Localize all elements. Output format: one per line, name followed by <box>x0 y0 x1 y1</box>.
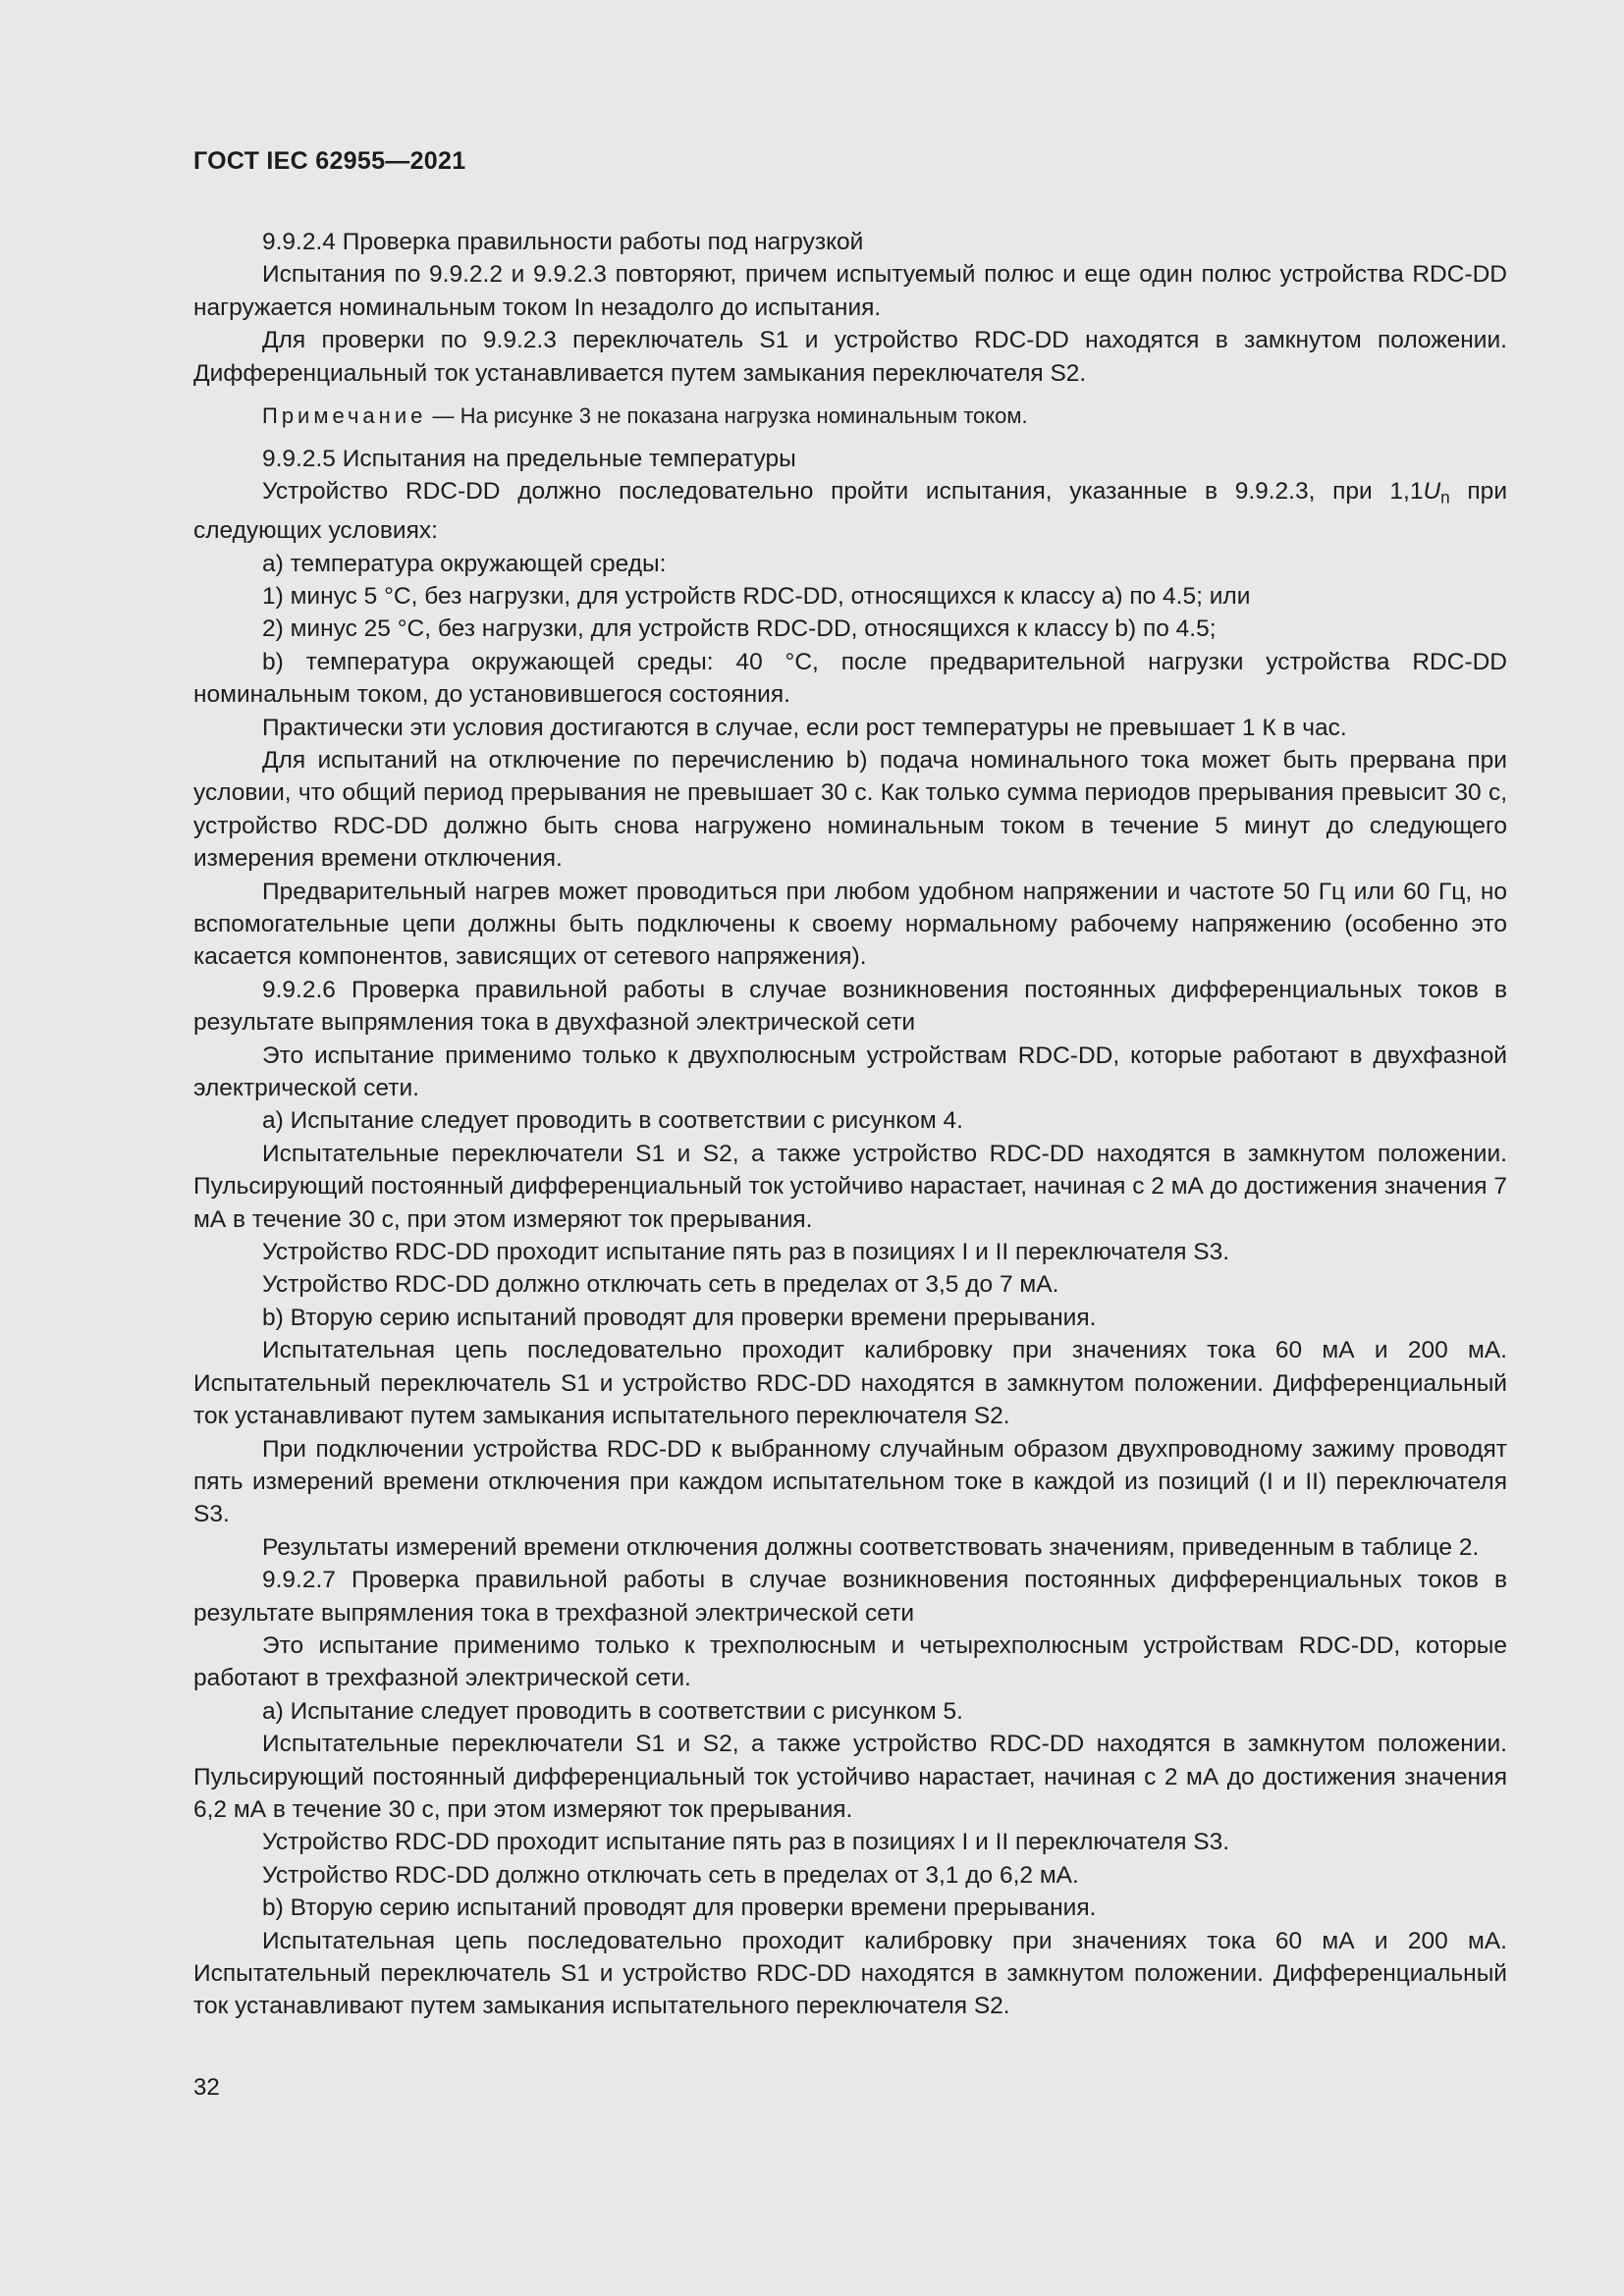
paragraph: Для испытаний на отключение по перечислению b) подача номинального тока может быть прервана при условии, что общий период прерывания не превышает 30 с. Как только сумма периодов прерывания превысит 30 с, устройство RDC-DD должно быть снова нагружено номинальным током в течение 5 минут до следующего измерения времени отключения. <box>193 746 1507 873</box>
paragraph: Устройство RDC-DD должно последовательно пройти испытания, указанные в 9.9.2.3, при $1,1U_n$ при следующих условиях: <box>193 478 1507 545</box>
list-item: a) Испытание следует проводить в соответствии с рисунком 5. <box>262 1697 963 1725</box>
note-label: Примечание <box>262 403 427 429</box>
document-header: ГОСТ IEC 62955—2021 <box>193 147 466 175</box>
paragraph: При подключении устройства RDC-DD к выбранному случайным образом двухпроводному зажиму проводят пять измерений времени отключения при каждом испытательном токе в каждой из позиций (I и II) переключателя S3. <box>193 1435 1507 1528</box>
paragraph: Для проверки по 9.9.2.3 переключатель S1 и устройство RDC-DD находятся в замкнутом положении. Дифференциальный ток устанавливается путем замыкания переключателя S2. <box>193 327 1507 387</box>
section-heading-9-9-2-5: 9.9.2.5 Испытания на предельные температуры <box>262 446 796 473</box>
list-item: b) Вторую серию испытаний проводят для проверки времени прерывания. <box>262 1895 1097 1922</box>
paragraph: Испытательная цепь последовательно проходит калибровку при значениях тока 60 мА и 200 мА. Испытательный переключатель S1 и устройство RDC-DD находятся в замкнутом положении. Дифференциальный ток устанавливают путем замыкания испытательного переключателя S2. <box>193 1337 1507 1430</box>
list-item: b) температура окружающей среды: 40 °С, после предварительной нагрузки устройства RDC-DD номинальным током, до установившегося состояния. <box>193 648 1507 709</box>
page-number: 32 <box>193 2074 220 2101</box>
paragraph: Испытательные переключатели S1 и S2, а также устройство RDC-DD находятся в замкнутом положении. Пульсирующий постоянный дифференциальный ток устойчиво нарастает, начиная с 2 мА до достижения значения 6,2 мА в течение 30 с, при этом измеряют ток прерывания. <box>193 1731 1507 1823</box>
list-item: a) температура окружающей среды: <box>262 550 667 577</box>
note <box>193 401 1507 431</box>
list-item: b) Вторую серию испытаний проводят для проверки времени прерывания. <box>262 1304 1097 1331</box>
paragraph: Устройство RDC-DD проходит испытание пять раз в позициях I и II переключателя S3. <box>262 1829 1230 1856</box>
list-item: a) Испытание следует проводить в соответствии с рисунком 4. <box>262 1107 963 1135</box>
paragraph: Это испытание применимо только к трехполюсным и четырехполюсным устройствам RDC-DD, которые работают в трехфазной электрической сети. <box>193 1631 1507 1692</box>
paragraph: Практически эти условия достигаются в случае, если рост температуры не превышает 1 К в час. <box>262 714 1347 741</box>
note-text: — На рисунке 3 не показана нагрузка номинальным током. <box>426 403 1028 429</box>
paragraph: Устройство RDC-DD должно отключать сеть в пределах от 3,5 до 7 мА. <box>262 1271 1059 1299</box>
paragraph: Устройство RDC-DD проходит испытание пять раз в позициях I и II переключателя S3. <box>262 1239 1230 1266</box>
paragraph: Устройство RDC-DD должно отключать сеть в пределах от 3,1 до 6,2 мА. <box>262 1861 1079 1889</box>
section-heading-9-9-2-6: 9.9.2.6 Проверка правильной работы в случае возникновения постоянных дифференциальных токов в результате выпрямления тока в двухфазной электрической сети <box>193 976 1507 1037</box>
paragraph: Испытания по 9.9.2.2 и 9.9.2.3 повторяют, причем испытуемый полюс и еще один полюс устройства RDC-DD нагружается номинальным током In незадолго до испытания. <box>193 261 1507 321</box>
document-body <box>193 226 1507 2023</box>
section-heading-9-9-2-7: 9.9.2.7 Проверка правильной работы в случае возникновения постоянных дифференциальных токов в результате выпрямления тока в трехфазной электрической сети <box>193 1567 1507 1627</box>
list-item: 1) минус 5 °С, без нагрузки, для устройств RDC-DD, относящихся к классу a) по 4.5; или <box>262 582 1251 610</box>
section-heading-9-9-2-4: 9.9.2.4 Проверка правильности работы под нагрузкой <box>262 229 864 255</box>
list-item: 2) минус 25 °С, без нагрузки, для устройств RDC-DD, относящихся к классу b) по 4.5; <box>262 615 1217 643</box>
paragraph: Предварительный нагрев может проводиться при любом удобном напряжении и частоте 50 Гц или 60 Гц, но вспомогательные цепи должны быть подключены к своему нормальному рабочему напряжению (особенно это касается компонентов, зависящих от сетевого напряжения). <box>193 878 1507 971</box>
paragraph: Это испытание применимо только к двухполюсным устройствам RDC-DD, которые работают в двухфазной электрической сети. <box>193 1041 1507 1102</box>
paragraph: Испытательная цепь последовательно проходит калибровку при значениях тока 60 мА и 200 мА. Испытательный переключатель S1 и устройство RDC-DD находятся в замкнутом положении. Дифференциальный ток устанавливают путем замыкания испытательного переключателя S2. <box>193 1927 1507 2020</box>
paragraph: Результаты измерений времени отключения должны соответствовать значениям, приведенным в таблице 2. <box>262 1533 1480 1561</box>
paragraph: Испытательные переключатели S1 и S2, а также устройство RDC-DD находятся в замкнутом положении. Пульсирующий постоянный дифференциальный ток устойчиво нарастает, начиная с 2 мА до достижения значения 7 мА в течение 30 с, при этом измеряют ток прерывания. <box>193 1140 1507 1233</box>
